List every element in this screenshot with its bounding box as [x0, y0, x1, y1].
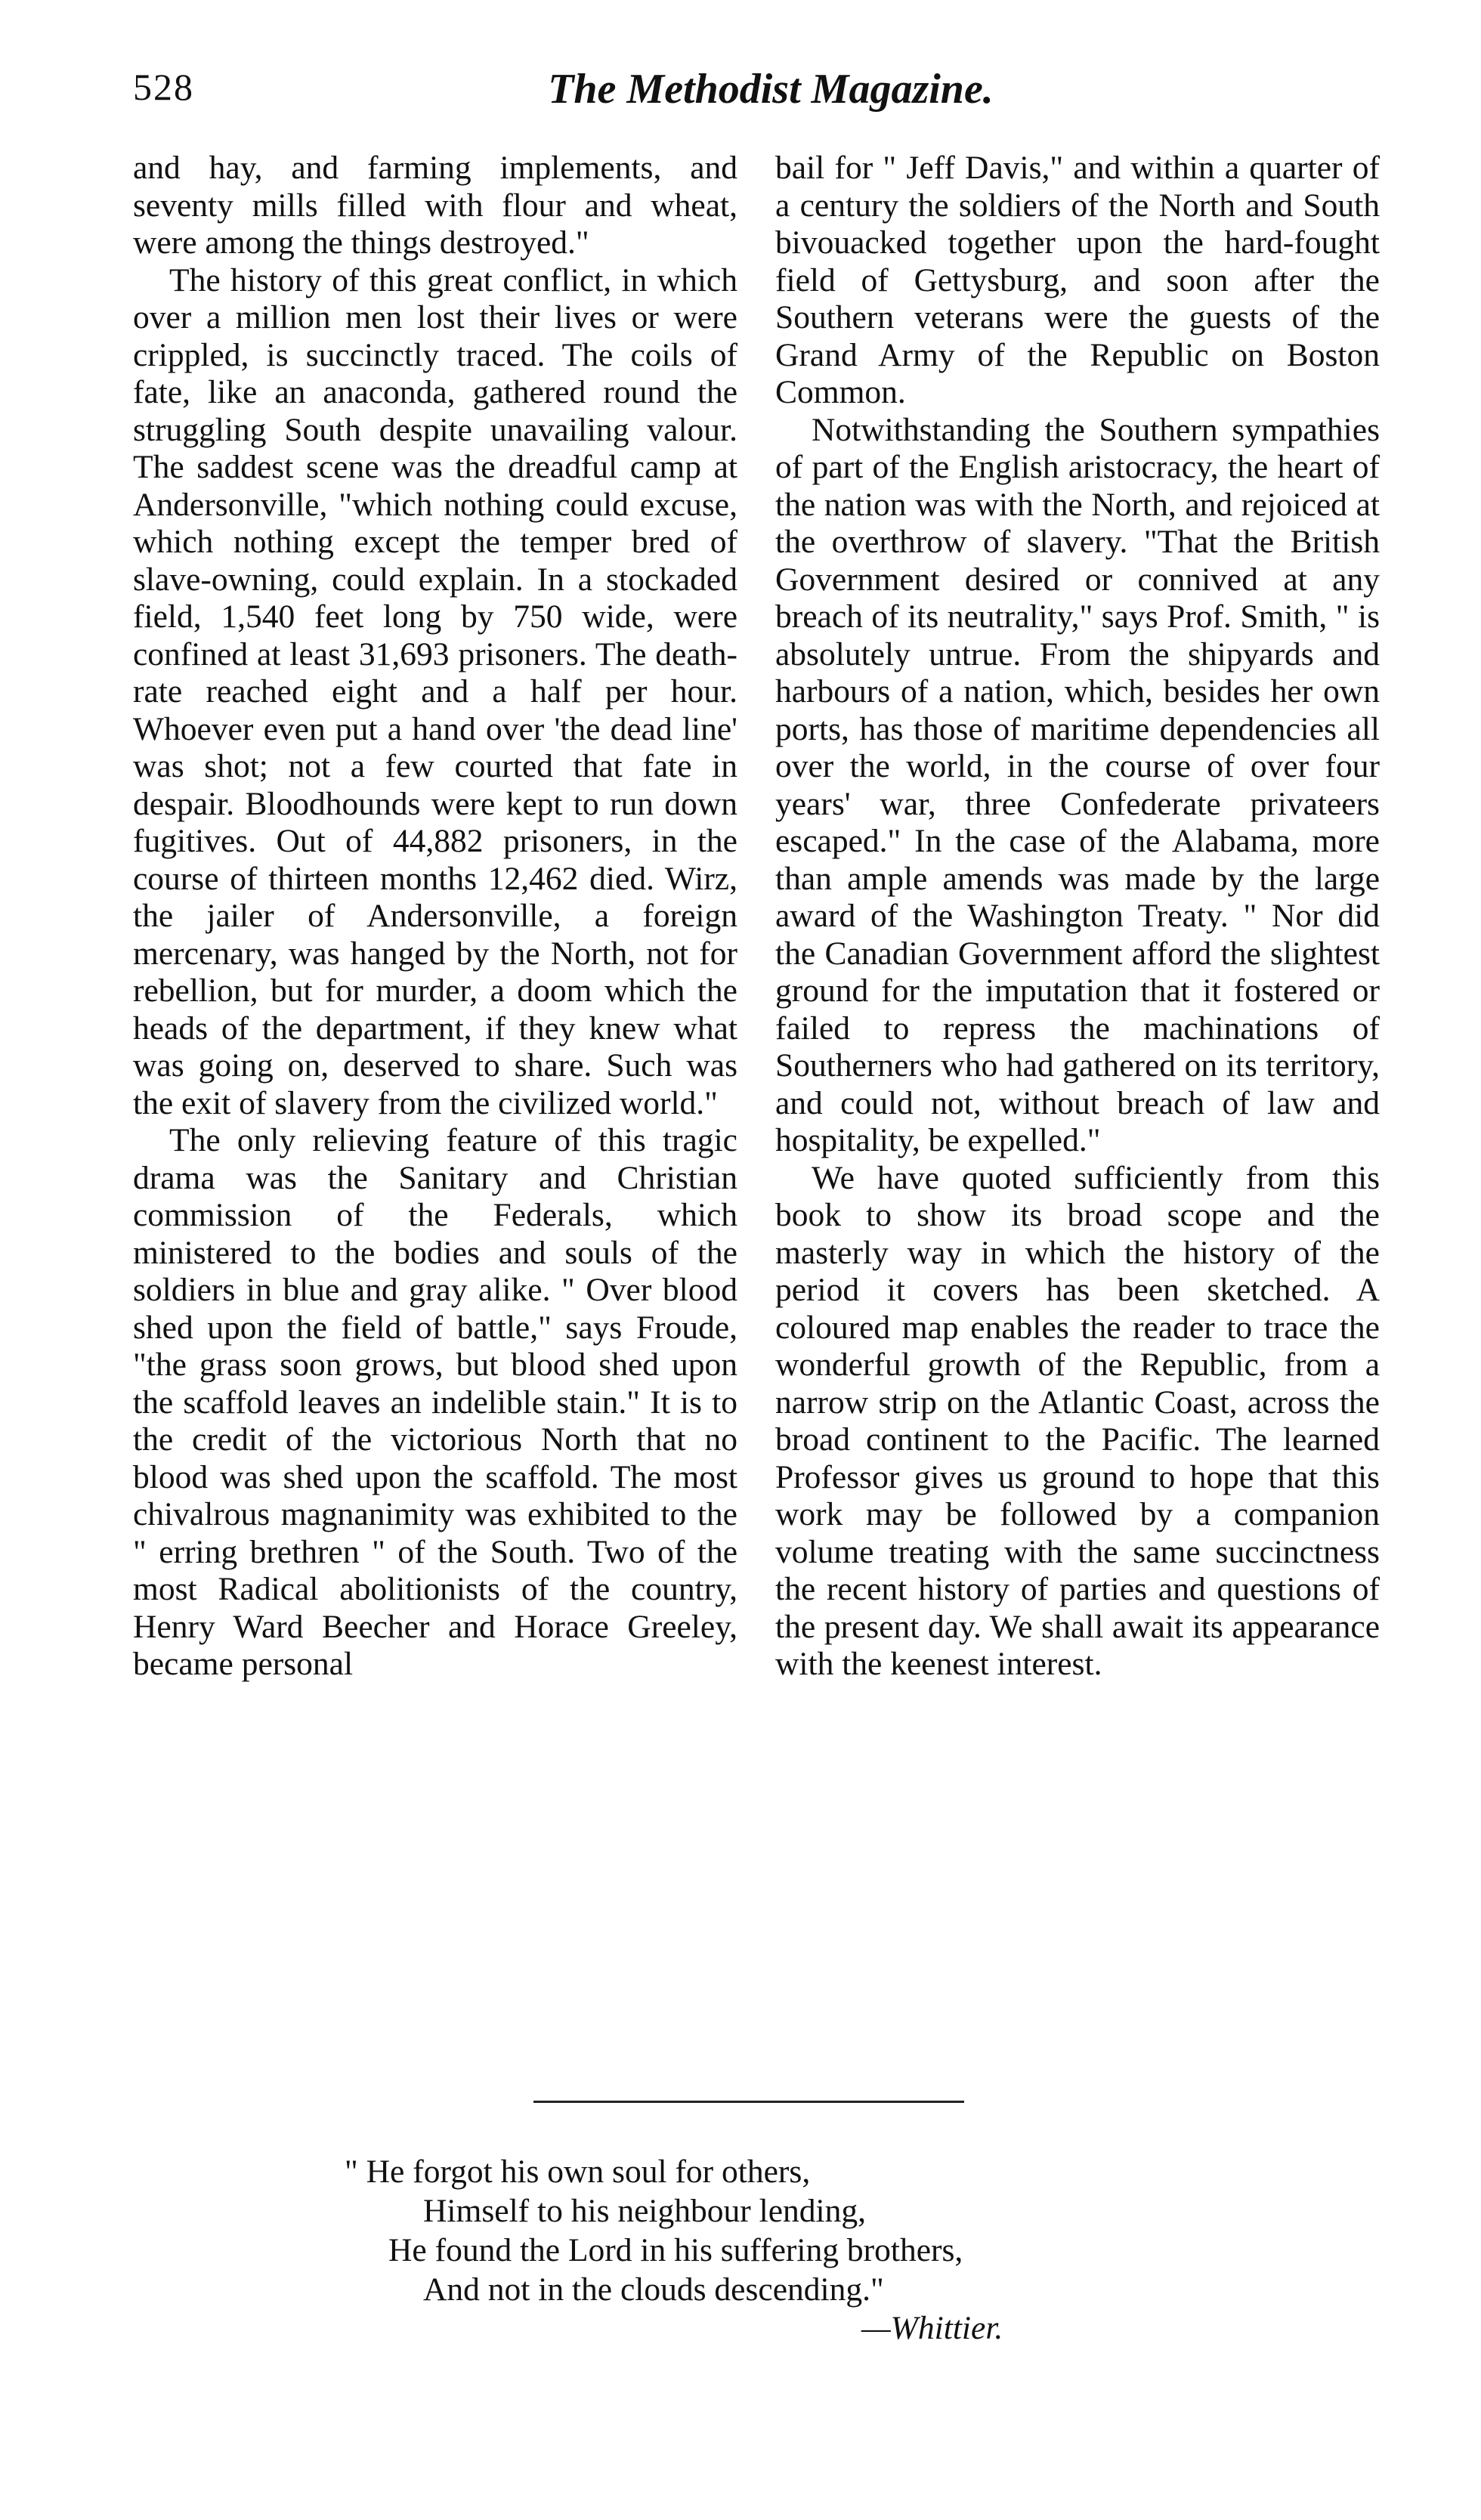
running-title: The Methodist Magazine.: [548, 66, 994, 113]
paragraph: bail for " Jeff Davis," and within a quarter of a century the soldiers of the North and South bivouacked together upon the hard-fought field of Gettysburg, and soon after the Southern veterans were the guests of the Grand Army of the Republic on Boston Common.: [775, 150, 1380, 410]
paragraph: We have quoted sufficiently from this book to show its broad scope and the masterly way in which the history of the period it covers has been sketched. A coloured map enables the reader to trace the wonderful growth of the Republic, from a narrow strip on the Atlantic Coast, across the broad continent to the Pacific. The learned Professor gives us ground to hope that this work may be followed by a companion volume treating with the same succinctness the recent history of parties and questions of the present day. We shall await its appearance with the keenest interest.: [775, 1159, 1380, 1682]
left-column: [133, 150, 737, 1684]
paragraph: Notwithstanding the Southern sympathies of part of the English aristocracy, the heart of the nation was with the North, and rejoiced at the overthrow of slavery. "That the British Government desired or connived at any breach of its neutrality," says Prof. Smith, " is absolutely untrue. From the shipyards and harbours of a nation, which, besides her own ports, has those of maritime dependencies all over the world, in the course of over four years' war, three Confederate privateers escaped." In the case of the Alabama, more than ample amends was made by the large award of the Washington Treaty. " Nor did the Canadian Government afford the slightest ground for the imputation that it fostered or failed to repress the machinations of Southerners who had gathered on its territory, and could not, without breach of law and hospitality, be expelled.": [775, 411, 1380, 1158]
poem-line: And not in the clouds descending.": [423, 2271, 884, 2308]
poem-line: He found the Lord in his suffering brothers,: [388, 2232, 963, 2268]
poem-quotation: [345, 2152, 1176, 2309]
right-column: [775, 150, 1380, 1684]
paragraph: and hay, and farming implements, and seventy mills filled with flour and wheat, were among the things destroyed.": [133, 150, 737, 261]
poem-attribution: —Whittier.: [861, 2310, 1003, 2346]
poem-line: Himself to his neighbour lending,: [423, 2193, 866, 2229]
poem-line: " He forgot his own soul for others,: [345, 2154, 811, 2190]
page-number: 528: [133, 66, 194, 108]
paragraph: The history of this great conflict, in which over a million men lost their lives or were crippled, is succinctly traced. The coils of fate, like an anaconda, gathered round the struggling South despite unavailing valour. The saddest scene was the dreadful camp at Andersonville, "which nothing could excuse, which nothing except the temper bred of slave-owning, could explain. In a stockaded field, 1,540 feet long by 750 wide, were confined at least 31,693 prisoners. The death-rate reached eight and a half per hour. Whoever even put a hand over 'the dead line' was shot; not a few courted that fate in despair. Bloodhounds were kept to run down fugitives. Out of 44,882 prisoners, in the course of thirteen months 12,462 died. Wirz, the jailer of Andersonville, a foreign mercenary, was hanged by the North, not for rebellion, but for murder, a doom which the heads of the department, if they knew what was going on, deserved to share. Such was the exit of slavery from the civilized world.": [133, 261, 737, 1121]
section-divider: [533, 2101, 964, 2103]
paragraph: The only relieving feature of this tragic drama was the Sanitary and Christian commission of the Federals, which ministered to the bodies and souls of the soldiers in blue and gray alike. " Over blood shed upon the field of battle," says Froude, "the grass soon grows, but blood shed upon the scaffold leaves an indelible stain." It is to the credit of the victorious North that no blood was shed upon the scaffold. The most chivalrous magnanimity was exhibited to the " erring brethren " of the South. Two of the most Radical abolitionists of the country, Henry Ward Beecher and Horace Greeley, became personal: [133, 1122, 737, 1682]
page-header: [0, 65, 1481, 118]
